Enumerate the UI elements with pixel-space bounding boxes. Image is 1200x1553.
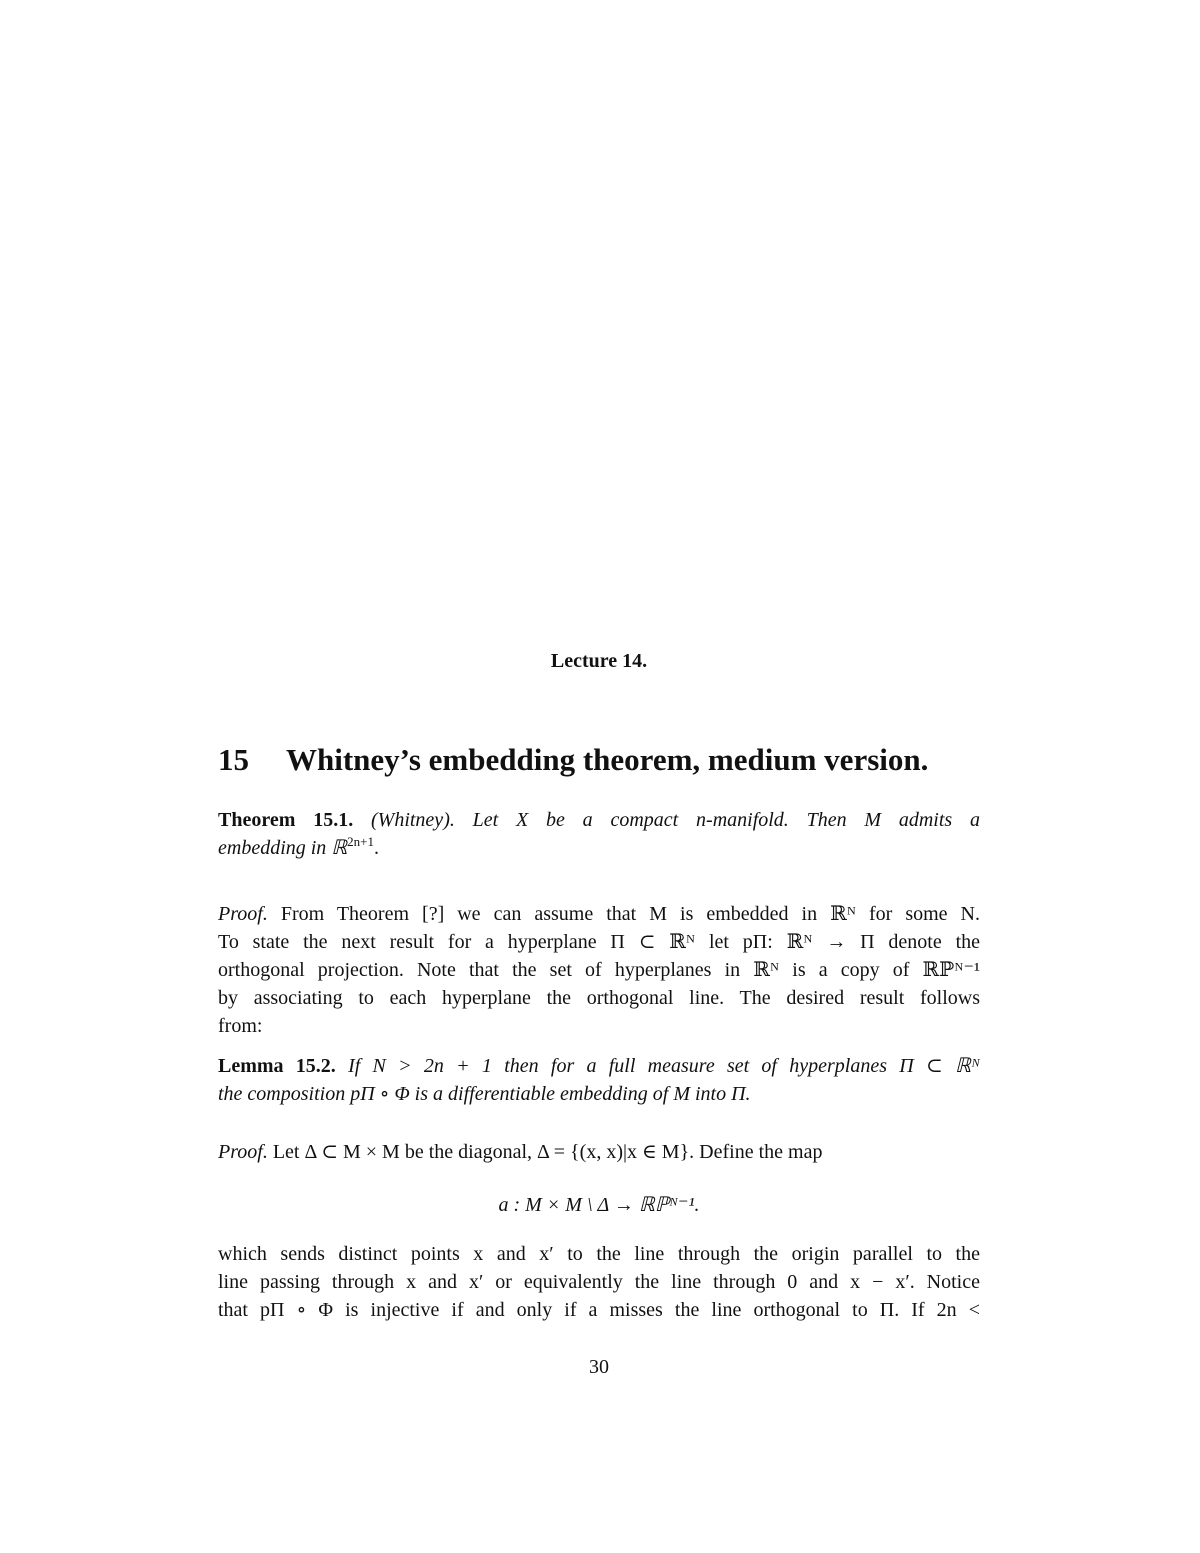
lemma-line-1: If N > 2n + 1 then for a full measure set of hyperplanes Π ⊂ ℝᴺ <box>348 1055 981 1077</box>
theorem-block <box>218 806 980 862</box>
theorem-line-2-end: . <box>374 837 379 859</box>
section-title: Whitney’s embedding theorem, medium version. <box>286 742 929 777</box>
proof-2-line-1: Let Δ ⊂ M × M be the diagonal, Δ = {(x, x)|x ∈ M}. Define the map <box>272 1141 823 1163</box>
proof-1-line-4: by associating to each hyperplane the orthogonal line. The desired result follows <box>218 987 980 1009</box>
proof-1-line-1: From Theorem [?] we can assume that M is embedded in ℝᴺ for some N. <box>280 903 980 925</box>
display-equation: a : M × M \ Δ → ℝℙᴺ⁻¹. <box>498 1194 700 1216</box>
proof-1-label: Proof. <box>218 903 268 925</box>
proof-1-line-5: from: <box>218 1015 263 1037</box>
proof-2-label: Proof. <box>218 1141 268 1163</box>
theorem-line-1: (Whitney). Let X be a compact n-manifold. Then M admits a <box>371 809 980 831</box>
lecture-heading: Lecture 14. <box>550 650 648 672</box>
proof-1-line-3: orthogonal projection. Note that the set of hyperplanes in ℝᴺ is a copy of ℝℙᴺ⁻¹ <box>218 959 980 981</box>
proof-2-line-2: which sends distinct points x and x′ to the line through the origin parallel to the <box>218 1243 980 1265</box>
paper-page <box>218 0 980 1553</box>
proof-2-line-4: that pΠ ∘ Φ is injective if and only if a misses the line orthogonal to Π. If 2n < <box>218 1299 980 1321</box>
page-number: 30 <box>589 1356 609 1378</box>
proof-1-line-2: To state the next result for a hyperplane Π ⊂ ℝᴺ let pΠ: ℝᴺ → Π denote the <box>218 931 980 953</box>
section-heading <box>218 742 998 778</box>
lemma-block <box>218 1052 980 1108</box>
theorem-line-2: embedding in ℝ <box>218 837 348 859</box>
theorem-label: Theorem 15.1. <box>218 809 354 831</box>
section-number: 15 <box>218 742 249 777</box>
lemma-label: Lemma 15.2. <box>218 1055 336 1077</box>
proof-2-body <box>218 1240 980 1324</box>
proof-2-line-3: line passing through x and x′ or equivalently the line through 0 and x − x′. Notice <box>218 1271 980 1293</box>
proof-1-block <box>218 900 980 1040</box>
lemma-line-2: the composition pΠ ∘ Φ is a differentiable embedding of M into Π. <box>218 1083 751 1105</box>
proof-2-intro <box>218 1138 980 1166</box>
theorem-exponent: 2n+1 <box>347 834 374 849</box>
